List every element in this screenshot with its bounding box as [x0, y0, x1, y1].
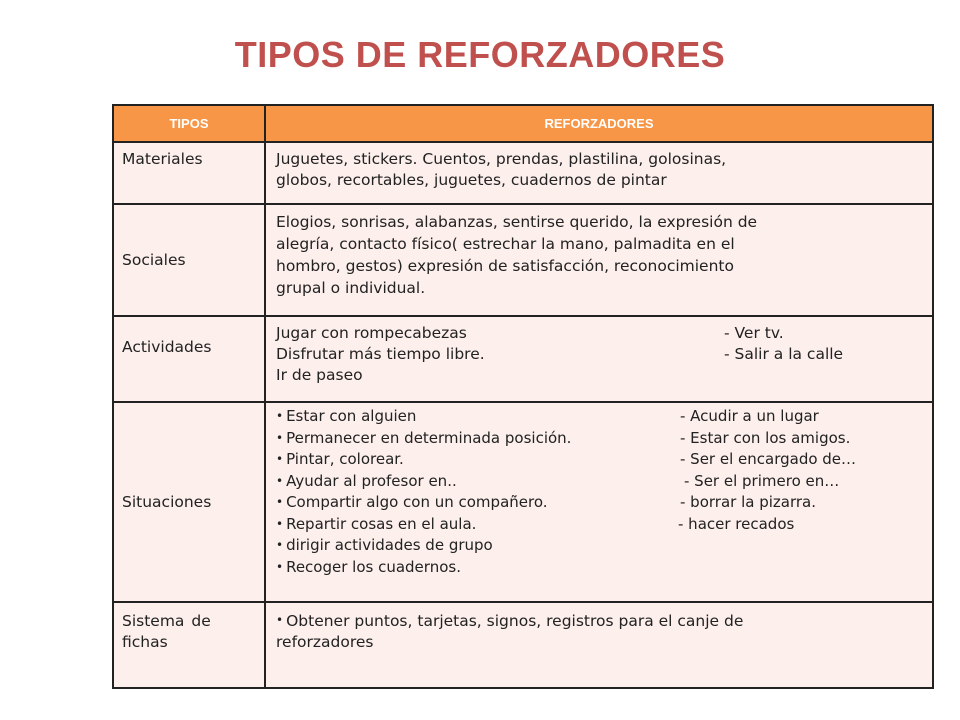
table-header-row — [113, 105, 933, 142]
desc-line: grupal o individual. — [276, 279, 426, 297]
situation-line — [276, 492, 926, 514]
desc-line: reforzadores — [276, 633, 374, 651]
desc-line: hombro, gestos) expresión de satisfacción, reconocimiento — [276, 257, 734, 275]
row-desc-sociales — [265, 204, 933, 316]
situation-line — [276, 406, 926, 428]
activity-line — [276, 365, 926, 386]
desc-line: Elogios, sonrisas, alabanzas, sentirse querido, la expresión de — [276, 213, 758, 231]
activity-line — [276, 323, 926, 344]
row-desc-actividades — [265, 316, 933, 402]
situation-line — [276, 428, 926, 450]
row-desc-materiales — [265, 142, 933, 204]
situation-line — [276, 514, 926, 536]
situation-left: • Compartir algo con un compañero. — [276, 492, 680, 514]
situation-right: - Ser el primero en… — [684, 471, 840, 490]
desc-line: alegría, contacto físico( estrechar la mano, palmadita en el — [276, 235, 735, 253]
reinforcers-table — [112, 104, 934, 689]
row-type-actividades: Actividades — [113, 316, 265, 402]
situation-left: • Permanecer en determinada posición. — [276, 428, 680, 450]
table-row — [113, 316, 933, 402]
header-reforzadores: REFORZADORES — [265, 105, 933, 142]
table-row — [113, 602, 933, 688]
situation-left: • Estar con alguien — [276, 406, 680, 428]
activity-right: - Ver tv. — [724, 324, 784, 342]
row-desc-sistema-de-fichas — [265, 602, 933, 688]
table-row — [113, 402, 933, 602]
situation-left: • Pintar, colorear. — [276, 449, 680, 471]
row-type-materiales: Materiales — [113, 142, 265, 204]
table-row — [113, 142, 933, 204]
situation-line — [276, 535, 926, 557]
table-row — [113, 204, 933, 316]
activity-left: Jugar con rompecabezas — [276, 324, 467, 342]
situation-left: • Repartir cosas en el aula. — [276, 514, 678, 536]
situation-right: - hacer recados — [678, 514, 795, 533]
situation-line — [276, 471, 926, 493]
activity-left: Disfrutar más tiempo libre. — [276, 345, 485, 363]
situation-right: - Ser el encargado de… — [680, 450, 857, 468]
situation-right: - Estar con los amigos. — [680, 428, 851, 447]
situation-right: - borrar la pizarra. — [680, 493, 816, 511]
desc-line: Juguetes, stickers. Cuentos, prendas, plastilina, golosinas, — [276, 150, 727, 168]
situation-line — [276, 449, 926, 471]
header-tipos: TIPOS — [113, 105, 265, 142]
page-title: TIPOS DE REFORZADORES — [234, 34, 726, 75]
situation-left: • dirigir actividades de grupo — [276, 535, 493, 557]
row-type-sociales: Sociales — [113, 204, 265, 316]
situation-right: - Acudir a un lugar — [680, 407, 819, 425]
activity-right: - Salir a la calle — [724, 345, 844, 363]
situation-left: • Ayudar al profesor en.. — [276, 471, 684, 493]
row-desc-situaciones — [265, 402, 933, 602]
situation-line — [276, 557, 926, 579]
row-type-sistema-de-fichas: Sistema de fichas — [113, 602, 265, 688]
desc-line: • Obtener puntos, tarjetas, signos, registros para el canje de — [276, 611, 926, 632]
activity-left: Ir de paseo — [276, 366, 363, 384]
desc-line: globos, recortables, juguetes, cuadernos de pintar — [276, 171, 667, 189]
situation-left: • Recoger los cuadernos. — [276, 557, 461, 579]
activity-line — [276, 344, 926, 365]
row-type-situaciones: Situaciones — [113, 402, 265, 602]
